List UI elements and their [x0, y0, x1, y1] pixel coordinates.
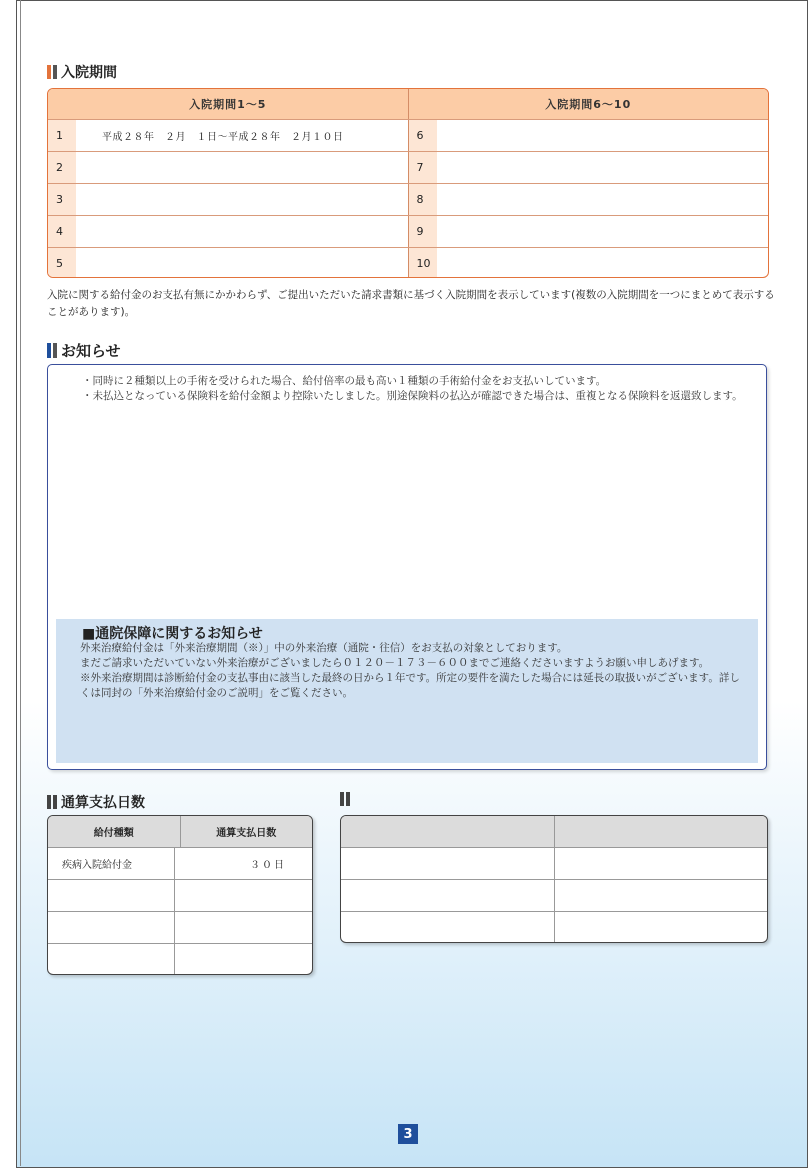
period-note: 入院に関する給付金のお支払有無にかかわらず、ご提出いただいた請求書類に基づく入院期間を表示しています(複数の入院期間を一つにまとめて表示することがあります)。	[47, 289, 775, 318]
notice-item: ・同時に２種類以上の手術を受けられた場合、給付倍率の最も高い１種類の手術給付金をお支払いしています。	[82, 375, 607, 387]
notice-section-title	[47, 340, 121, 361]
table-cell	[341, 848, 554, 879]
period-row-value	[437, 248, 769, 278]
table-row	[48, 247, 768, 278]
period-cell-left	[48, 120, 409, 151]
period-row-value	[76, 216, 408, 247]
period-row-value	[76, 152, 408, 183]
right-table	[340, 815, 768, 943]
table-row	[341, 879, 767, 911]
period-cell-right	[409, 152, 769, 183]
period-cell-left	[48, 152, 409, 183]
days-header-days: 通算支払日数	[180, 816, 313, 847]
period-row-number: 4	[48, 216, 76, 247]
section-marker-icon	[47, 343, 51, 358]
section-marker-icon	[53, 795, 57, 809]
period-cell-left	[48, 248, 409, 278]
payment-days-cell	[174, 912, 313, 943]
benefit-type-cell	[48, 880, 174, 911]
payment-days-cell	[174, 880, 313, 911]
period-row-number: 8	[409, 184, 437, 215]
right-header-right	[554, 816, 768, 847]
days-table-body	[48, 847, 312, 975]
days-title-text: 通算支払日数	[61, 795, 145, 811]
right-table-header	[341, 816, 767, 847]
table-cell	[341, 912, 554, 943]
days-table-header	[48, 816, 312, 847]
outpatient-notice-line: 外来治療給付金は「外来治療期間（※）」中の外来治療（通院・往信）をお支払の対象としております。	[80, 642, 568, 654]
table-row	[48, 943, 312, 975]
period-row-number: 10	[409, 248, 437, 278]
section-marker-icon	[53, 65, 57, 79]
period-row-value	[437, 120, 769, 151]
period-row-number: 9	[409, 216, 437, 247]
section-marker-icon	[47, 795, 51, 809]
period-row-value	[437, 152, 769, 183]
outpatient-notice-panel	[56, 619, 758, 763]
section-marker-icon	[346, 792, 350, 806]
period-row-number: 2	[48, 152, 76, 183]
period-table-body	[48, 119, 768, 278]
period-row-number: 6	[409, 120, 437, 151]
payment-days-cell: ３０日	[174, 848, 313, 879]
period-cell-left	[48, 216, 409, 247]
table-row	[48, 151, 768, 183]
table-row	[341, 911, 767, 943]
table-cell	[341, 880, 554, 911]
period-cell-right	[409, 248, 769, 278]
table-cell	[554, 912, 768, 943]
period-cell-right	[409, 216, 769, 247]
section-marker-icon	[53, 343, 57, 358]
period-row-number: 7	[409, 152, 437, 183]
notice-box	[47, 364, 767, 770]
benefit-type-cell	[48, 944, 174, 975]
outpatient-notice-line: ※外来治療期間は診断給付金の支払事由に該当した最終の日から１年です。所定の要件を満たした場合には延長の取扱いがございます。詳しくは同封の「外来治療給付金のご説明」をご覧ください。	[80, 672, 740, 699]
period-header-right: 入院期間6～10	[545, 98, 632, 111]
page-number: 3	[398, 1124, 418, 1144]
period-row-number: 5	[48, 248, 76, 278]
period-cell-right	[409, 120, 769, 151]
outpatient-notice-line: まだご請求いただいていない外来治療がございましたら０１２０－１７３－６００までご連絡くださいますようお願い申しあげます。	[80, 657, 710, 669]
right-section-title	[340, 792, 354, 806]
days-table	[47, 815, 313, 975]
table-cell	[554, 848, 768, 879]
table-row	[48, 119, 768, 151]
outpatient-notice-body	[80, 641, 750, 701]
table-row	[341, 847, 767, 879]
period-row-number: 3	[48, 184, 76, 215]
payment-days-cell	[174, 944, 313, 975]
notice-title-text: お知らせ	[61, 342, 121, 360]
period-cell-left	[48, 184, 409, 215]
table-row	[48, 879, 312, 911]
page-binding-line	[20, 0, 21, 1166]
period-row-value	[437, 216, 769, 247]
period-row-number: 1	[48, 120, 76, 151]
section-marker-icon	[47, 65, 51, 79]
benefit-type-cell: 疾病入院給付金	[62, 860, 132, 871]
period-row-value	[76, 184, 408, 215]
period-header-left: 入院期間1～5	[48, 89, 409, 119]
benefit-type-cell	[48, 912, 174, 943]
period-row-value: 平成２８年 ２月 １日～平成２８年 ２月１０日	[102, 132, 344, 143]
section-marker-icon	[340, 792, 344, 806]
right-header-left	[341, 816, 554, 847]
table-row	[48, 847, 312, 879]
days-header-type: 給付種類	[93, 828, 134, 839]
table-row	[48, 911, 312, 943]
period-row-value	[76, 248, 408, 278]
table-cell	[554, 880, 768, 911]
period-cell-right	[409, 184, 769, 215]
table-row	[48, 183, 768, 215]
outpatient-notice-title: ■通院保障に関するお知らせ	[82, 626, 263, 642]
period-title-text: 入院期間	[61, 65, 117, 81]
period-section-title	[47, 62, 117, 82]
period-table	[47, 88, 769, 278]
notice-item: ・未払込となっている保険料を給付金額より控除いたしました。別途保険料の払込が確認できた場合は、重複となる保険料を返還致します。	[82, 390, 743, 402]
period-row-value	[437, 184, 769, 215]
period-table-header	[48, 89, 768, 119]
table-row	[48, 215, 768, 247]
days-section-title	[47, 792, 145, 812]
